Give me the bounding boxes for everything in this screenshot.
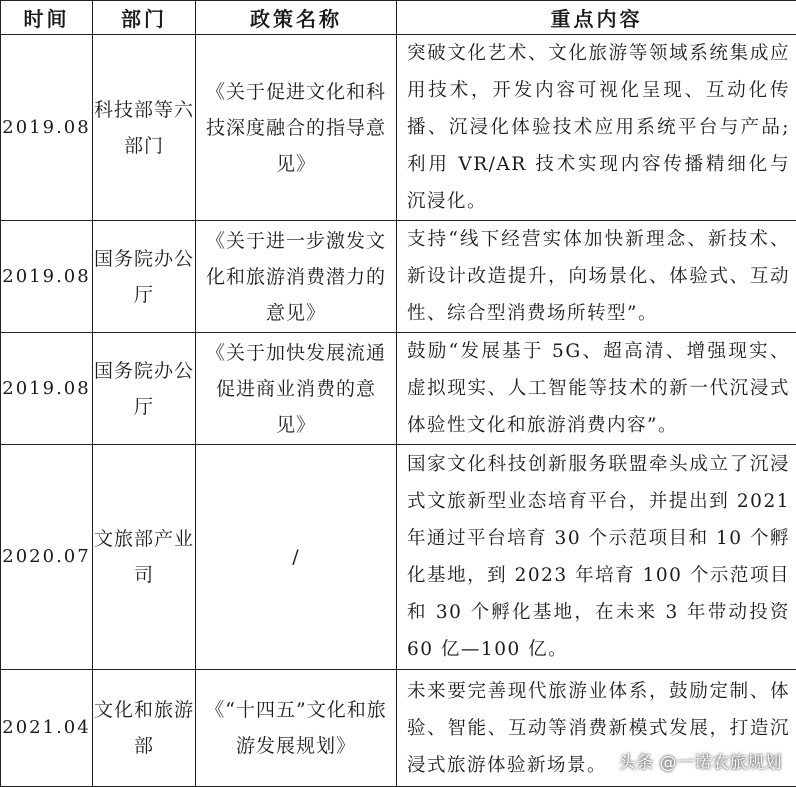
- cell-dept-text: 文化和旅游部: [93, 692, 195, 764]
- cell-time: [1, 333, 93, 445]
- header-dept: 部门: [93, 1, 196, 35]
- table-row: [1, 445, 796, 670]
- cell-key-content-text: 未来要完善现代旅游业体系，鼓励定制、体验、智能、互动等消费新模式发展，打造沉浸式旅游体验新场景。: [407, 673, 790, 784]
- cell-policy-name: [196, 333, 397, 445]
- cell-time-text: 2019.08: [1, 109, 92, 147]
- cell-policy-name-text: 《“十四五”文化和旅游发展规划》: [204, 692, 388, 764]
- cell-time-text: 2019.08: [1, 370, 92, 408]
- cell-time-text: 2020.07: [1, 538, 92, 576]
- cell-dept-text: 国务院办公厅: [93, 241, 195, 313]
- cell-policy-name: [196, 670, 397, 787]
- cell-policy-name-text: 《关于促进文化和科技深度融合的指导意见》: [204, 74, 388, 182]
- header-content: 重点内容: [397, 1, 796, 35]
- cell-dept: [93, 445, 196, 670]
- cell-policy-name: [196, 221, 397, 333]
- cell-time: [1, 670, 93, 787]
- header-row: [1, 1, 796, 35]
- cell-time-text: 2021.04: [1, 709, 92, 747]
- cell-dept-text: 科技部等六部门: [93, 92, 195, 164]
- cell-key-content-text: 支持“线下经营实体加快新理念、新技术、新设计改造提升，向场景化、体验式、互动性、综合型消费场所转型”。: [407, 221, 790, 332]
- watermark-text: 头条 @一诺农旅规划: [619, 748, 782, 773]
- cell-key-content: [397, 221, 796, 333]
- cell-dept: [93, 221, 196, 333]
- cell-time: [1, 35, 93, 221]
- table-row: [1, 35, 796, 221]
- cell-dept: [93, 670, 196, 787]
- table-row: [1, 221, 796, 333]
- cell-key-content-text: 突破文化艺术、文化旅游等领域系统集成应用技术，开发内容可视化呈现、互动化传播、沉浸化体验技术应用系统平台与产品;利用 VR/AR 技术实现内容传播精细化与沉浸化。: [407, 35, 790, 220]
- header-name: 政策名称: [196, 1, 397, 35]
- cell-policy-name-text: 《关于进一步激发文化和旅游消费潜力的意见》: [204, 223, 388, 331]
- cell-dept: [93, 35, 196, 221]
- cell-key-content-text: 鼓励“发展基于 5G、超高清、增强现实、虚拟现实、人工智能等技术的新一代沉浸式体验性文化和旅游消费内容”。: [407, 333, 790, 444]
- cell-key-content: [397, 333, 796, 445]
- table-row: [1, 333, 796, 445]
- cell-dept: [93, 333, 196, 445]
- cell-policy-name-text: /: [204, 539, 388, 575]
- cell-policy-name: [196, 35, 397, 221]
- cell-dept-text: 文旅部产业司: [93, 521, 195, 593]
- cell-policy-name-text: 《关于加快发展流通促进商业消费的意见》: [204, 335, 388, 443]
- header-time: 时间: [1, 1, 93, 35]
- cell-key-content: [397, 35, 796, 221]
- cell-key-content: [397, 445, 796, 670]
- cell-time: [1, 445, 93, 670]
- cell-time-text: 2019.08: [1, 258, 92, 296]
- cell-dept-text: 国务院办公厅: [93, 353, 195, 425]
- cell-time: [1, 221, 93, 333]
- cell-policy-name: [196, 445, 397, 670]
- cell-key-content-text: 国家文化科技创新服务联盟牵头成立了沉浸式文旅新型业态培育平台，并提出到 2021 年通过平台培育 30 个示范项目和 10 个孵化基地，到 2023 年培育 100 个示范项目和 30 个孵化基地，在未来 3 年带动投资 60 亿—100 亿。: [407, 446, 790, 668]
